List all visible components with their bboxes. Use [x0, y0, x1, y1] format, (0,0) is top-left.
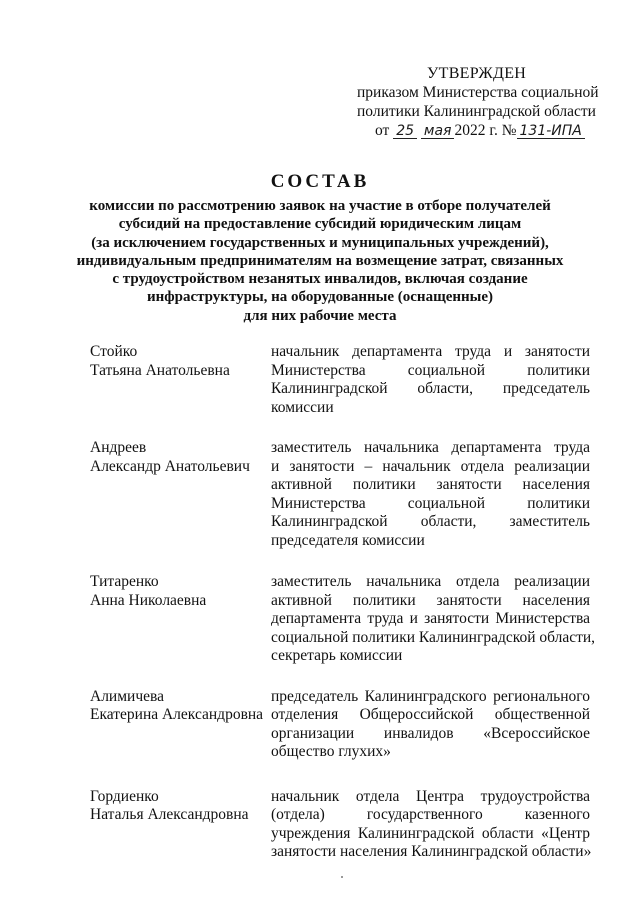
member-name	[90, 688, 270, 725]
position-line: общество глухих»	[271, 743, 391, 760]
member-name	[90, 788, 270, 825]
member-entry	[90, 573, 596, 666]
position-line: секретарь комиссии	[271, 647, 403, 664]
commission-members	[90, 343, 596, 862]
member-position	[271, 788, 590, 862]
position-line: департамента труда и занятости Министерства	[271, 610, 590, 627]
member-given-name: Наталья Александровна	[90, 806, 249, 823]
subtitle-line: инфраструктуры, на оборудованные (оснащенные)	[146, 289, 494, 306]
date-day: 25	[393, 124, 417, 139]
position-line: занятости населения Калининградской области»	[271, 843, 592, 860]
approval-stamp	[357, 64, 607, 140]
member-position	[271, 573, 596, 666]
approval-line-2: политики Калининградской области	[357, 103, 596, 120]
position-line: (отдела) государственного казенного	[271, 806, 590, 823]
member-position	[271, 343, 590, 417]
member-position	[271, 688, 590, 762]
member-surname: Гордиенко	[90, 787, 159, 805]
position-line: председатель Калининградского регионального	[271, 687, 590, 705]
member-name	[90, 343, 270, 380]
member-name	[90, 439, 270, 476]
member-surname: Стойко	[90, 343, 138, 360]
approval-line-1: приказом Министерства социальной	[357, 84, 599, 101]
order-number: 131-ИПА	[517, 124, 585, 139]
position-line: активной политики занятости населения	[271, 476, 590, 493]
position-line: председателя комиссии	[271, 531, 425, 549]
subtitle-line: для них рабочие места	[243, 307, 397, 324]
member-given-name: Татьяна Анатольевна	[90, 361, 230, 379]
member-entry	[90, 688, 590, 762]
member-name	[90, 573, 270, 610]
position-line: Калининградской области, заместитель	[271, 513, 590, 530]
member-surname: Алимичева	[90, 687, 164, 705]
approval-date-line	[357, 121, 607, 140]
position-line: заместитель начальника департамента труда	[271, 439, 590, 456]
subtitle-line: комиссии по рассмотрению заявок на участие в отборе получателей	[89, 198, 551, 214]
position-line: Министерства социальной политики	[271, 361, 590, 379]
subtitle-line: индивидуальным предпринимателям на возмещение затрат, связанных	[76, 252, 564, 269]
number-label: №	[501, 122, 517, 139]
subtitle-line: (за исключением государственных и муниципальных учреждений),	[91, 234, 549, 251]
position-line: и занятости – начальник отдела реализации	[271, 457, 590, 475]
date-month: мая	[421, 124, 455, 139]
document-subtitle	[0, 197, 640, 325]
position-line: учреждения Калининградской области «Центр	[271, 824, 590, 842]
position-line: начальник департамента труда и занятости	[271, 343, 590, 360]
position-line: Министерства социальной политики	[271, 494, 590, 512]
subtitle-line: субсидий на предоставление субсидий юридическим лицам	[118, 216, 522, 233]
document-title: СОСТАВ	[270, 171, 370, 192]
member-surname: Титаренко	[90, 573, 159, 590]
approval-title: УТВЕРЖДЕН	[427, 65, 527, 82]
document-heading	[0, 171, 640, 325]
position-line: заместитель начальника отдела реализации	[271, 573, 590, 590]
member-entry	[90, 788, 590, 862]
date-prefix: от	[375, 122, 390, 139]
position-line: отделения Общероссийской общественной	[271, 706, 590, 723]
member-given-name: Александр Анатольевич	[90, 457, 250, 475]
position-line: организации инвалидов «Всероссийское	[271, 724, 590, 742]
position-line: комиссии	[271, 398, 334, 416]
member-entry	[90, 439, 590, 550]
position-line: Калининградской области, председатель	[271, 380, 590, 397]
member-given-name: Анна Николаевна	[90, 591, 207, 609]
date-year: 2022 г.	[454, 122, 498, 139]
scan-speck	[341, 876, 343, 878]
member-surname: Андреев	[90, 439, 147, 456]
position-line: начальник отдела Центра трудоустройства	[271, 787, 590, 805]
member-given-name: Екатерина Александровна	[90, 706, 264, 723]
position-line: социальной политики Калининградской области,	[271, 628, 596, 646]
member-entry	[90, 343, 590, 417]
subtitle-line: с трудоустройством незанятых инвалидов, включая создание	[112, 271, 528, 288]
position-line: активной политики занятости населения	[271, 591, 590, 609]
member-position	[271, 439, 590, 550]
